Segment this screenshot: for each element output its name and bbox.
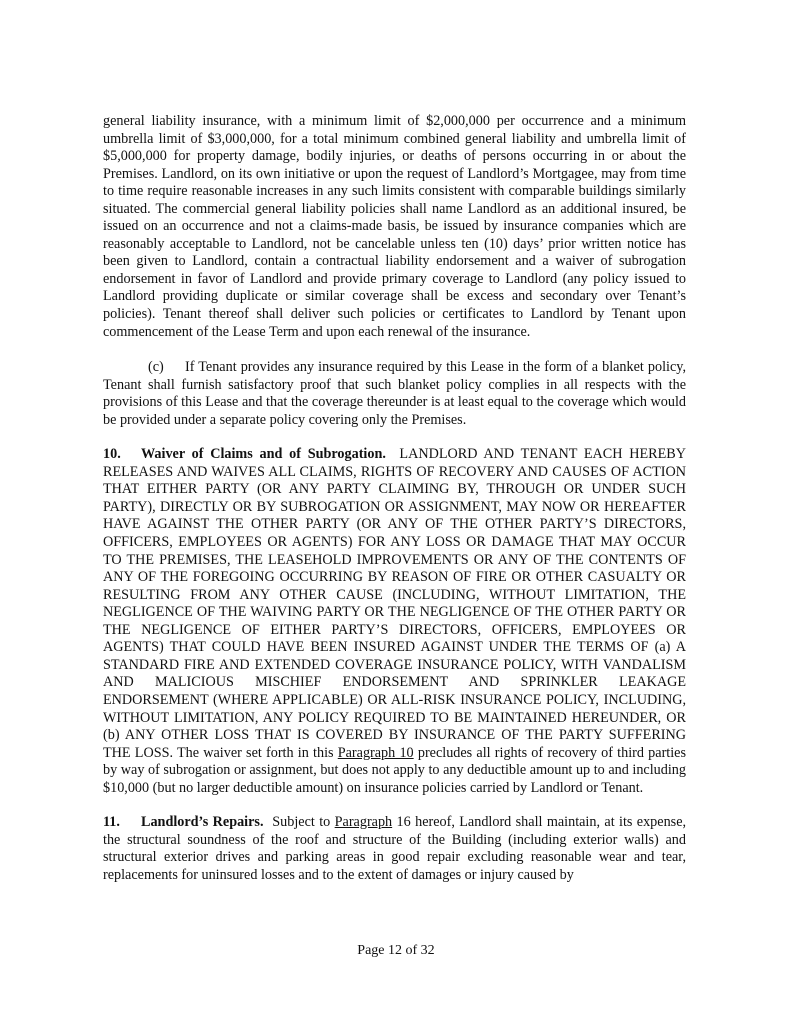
page-number-footer: Page 12 of 32 [357,943,435,958]
paragraph-c-label: (c) [148,359,164,376]
section-10-title: Waiver of Claims and of Subrogation. [141,446,386,463]
paragraph-16-reference: Paragraph [334,814,393,831]
document-body [103,113,686,884]
paragraph-10-reference: Paragraph 10 [337,744,414,761]
section-11-title: Landlord’s Repairs. [141,814,264,831]
section-10-body-caps: LANDLORD AND TENANT EACH HEREBY RELEASES AND WAIVES ALL CLAIMS, RIGHTS OF RECOVERY AND CAUSES OF ACTION THAT EITHER PARTY (OR ANY PARTY CLAIMING BY, THROUGH OR UNDER SUCH PARTY), DIRECTLY OR BY SUBROGATION OR ASSIGNMENT, MAY NOW OR HEREAFTER HAVE AGAINST THE OTHER PARTY (OR ANY OF THE OTHER PARTY’S DIRECTORS, OFFICERS, EMPLOYEES OR AGENTS) FOR ANY LOSS OR DAMAGE THAT MAY OCCUR TO THE PREMISES, THE LEASEHOLD IMPROVEMENTS OR ANY OF THE CONTENTS OF ANY OF THE FOREGOING OCCURRING BY REASON OF FIRE OR OTHER CASUALTY OR RESULTING FROM ANY OTHER CAUSE (INCLUDING, WITHOUT LIMITATION, THE NEGLIGENCE OF THE WAIVING PARTY OR THE NEGLIGENCE OF THE OTHER PARTY OR THE NEGLIGENCE OF EITHER PARTY’S DIRECTORS, OFFICERS, EMPLOYEES OR AGENTS) THAT COULD HAVE BEEN INSURED AGAINST UNDER THE TERMS OF (a) A STANDARD FIRE AND EXTENDED COVERAGE INSURANCE POLICY, WITH VANDALISM AND MALICIOUS MISCHIEF ENDORSEMENT AND SPRINKLER LEAKAGE ENDORSEMENT (WHERE APPLICABLE) OR ALL-RISK INSURANCE POLICY, INCLUDING, WITHOUT LIMITATION, ANY POLICY REQUIRED TO BE MAINTAINED HEREUNDER, OR (b) ANY OTHER LOSS THAT IS COVERED BY INSURANCE OF THE PARTY SUFFERING THE LOSS. [103,446,687,761]
section-11-number: 11. [103,814,120,831]
section-10-body-post-ref: precludes all rights of recovery of third parties by way of subrogation or assignment, but does not apply to any deductible amount up to and including $10,000 (but no larger deductible amount) on insurance policies carried by Landlord or Tenant. [103,744,686,796]
section-11-landlords-repairs [103,814,686,884]
section-10-waiver-of-claims [103,446,686,797]
section-10-number: 10. [103,446,121,463]
section-11-body-post-ref: 16 hereof, Landlord shall maintain, at its expense, the structural soundness of the roof and structure of the Building (including exterior walls) and structural exterior drives and parking areas in good repair excluding reasonable wear and tear, replacements for uninsured losses and to the extent of damages or injury caused by [103,814,687,883]
section-10-body-pre-ref: The waiver set forth in this [176,744,334,761]
insurance-paragraph-b-continuation: general liability insurance, with a minimum limit of $2,000,000 per occurrence and a minimum umbrella limit of $3,000,000, for a total minimum combined general liability and umbrella limit of $5,000,000 for property damage, bodily injuries, or deaths of persons occurring in or about the Premises. Landlord, on its own initiative or upon the request of Landlord’s Mortgagee, may from time to time require reasonable increases in any such limits consistent with comparable buildings similarly situated. The commercial general liability policies shall name Landlord as an additional insured, be issued on an occurrence and not a claims-made basis, be issued by insurance companies which are reasonably acceptable to Landlord, not be cancelable unless ten (10) days’ prior written notice has been given to Landlord, contain a contractual liability endorsement and a waiver of subrogation endorsement in favor of Landlord and provide primary coverage to Landlord (any policy issued to Landlord providing duplicate or similar coverage shall be excess and secondary over Tenant’s policies). Tenant thereof shall deliver such policies or certificates to Landlord by Tenant upon commencement of the Lease Term and upon each renewal of the insurance. [103,113,686,340]
paragraph-c-text: If Tenant provides any insurance required by this Lease in the form of a blanket policy, Tenant shall furnish satisfactory proof that such blanket policy complies in all respects with the provisions of this Lease and that the coverage thereunder is at least equal to the coverage which would be provided under a separate policy covering only the Premises. [103,359,686,428]
section-11-body-pre-ref: Subject to [272,814,331,831]
insurance-paragraph-c [103,359,686,429]
